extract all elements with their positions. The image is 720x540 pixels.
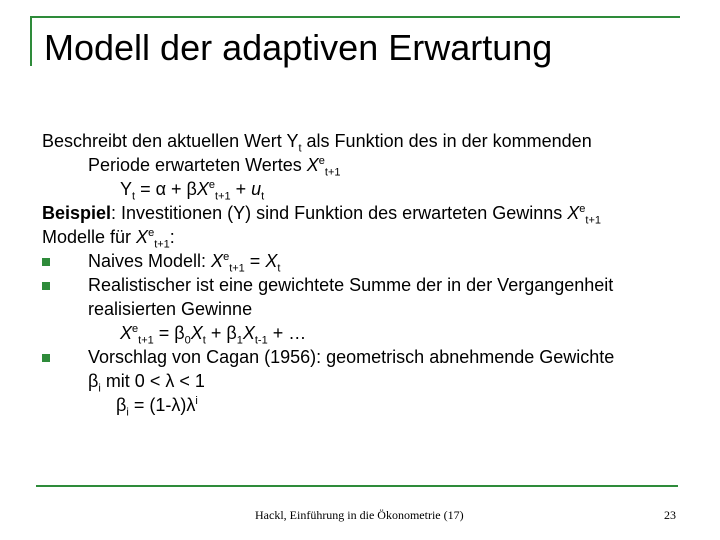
square-bullet-icon [42,354,50,362]
formula-yt: $Y_t = \alpha + \beta X^e_{t+1} + u_t$ [120,179,265,203]
square-bullet-icon [42,282,50,290]
page-number: 23 [664,508,676,522]
slide-body [42,129,682,417]
bullet-item-weighted: Realistischer ist eine gewichtete Summe der in der Vergangenheit realisierten Gewinne [42,273,682,321]
footer-rule [36,485,678,487]
formula-beta-i: $\beta_i = (1-\lambda)\lambda^i$ [116,395,198,419]
square-bullet-icon [42,258,50,266]
intro-line-1: Beschreibt den aktuellen Wert $Y_t$ als Funktion des in der kommenden [42,131,592,155]
example-line: Beispiel: Investitionen (Y) sind Funktion des erwarteten Gewinns $X^e_{t+1}$ [42,203,602,227]
intro-line-2: Periode erwarteten Wertes $X^e_{t+1}$ [88,155,341,179]
bullet-item-naive: Naives Modell: $X^e_{t+1} = X_t$ [42,249,682,273]
formula-weighted-sum: $X^e_{t+1} = \beta_0X_t + \beta_1X_{t-1}$ + … [120,323,307,347]
bullet-item-cagan: Vorschlag von Cagan (1956): geometrisch abnehmende Gewichte $\beta_i$ mit 0 < λ < 1 [42,345,682,393]
slide-title: Modell der adaptiven Erwartung [44,27,553,68]
footer-text: Hackl, Einführung in die Ökonometrie (17) [255,508,464,522]
models-line: Modelle für $X^e_{t+1}$: [42,227,175,251]
